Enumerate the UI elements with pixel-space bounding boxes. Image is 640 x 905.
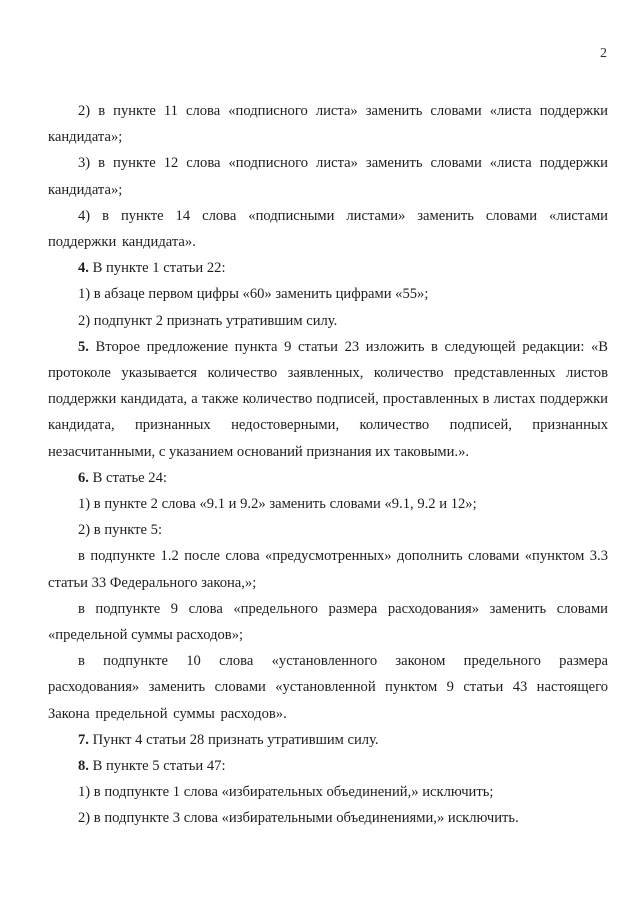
paragraph: 1) в абзаце первом цифры «60» заменить цифрами «55»; (78, 286, 429, 303)
paragraph: в подпункте 10 слова «установленного законом предельного размера расходования» заменить словами «установленной пунктом 9 статьи 43 настоящего Закона предельной суммы расходов». (48, 653, 608, 722)
paragraph: 3) в пункте 12 слова «подписного листа» заменить словами «листа поддержки кандидата»; (48, 155, 608, 198)
item-number: 6. (78, 469, 89, 486)
paragraph: 1) в подпункте 1 слова «избирательных объединений,» исключить; (78, 784, 494, 801)
document-body (48, 98, 608, 832)
item-number: 8. (78, 758, 89, 775)
paragraph: 5. Второе предложение пункта 9 статьи 23 изложить в следующей редакции: «В протоколе указывается количество заявленных, количество представленных листов поддержки кандидата, а также количество подписей, проставленных в листах поддержки кандидата, признанных недостоверными, количество подписей, признанных незасчитанными, с указанием оснований признания их таковыми.». (48, 338, 608, 460)
paragraph: 2) в пункте 5: (78, 522, 163, 539)
item-number: 7. (78, 731, 89, 748)
item-number: 5. (78, 338, 89, 355)
paragraph: 2) в подпункте 3 слова «избирательными объединениями,» исключить. (78, 810, 519, 827)
paragraph: 4. В пункте 1 статьи 22: (78, 260, 226, 277)
paragraph: в подпункте 9 слова «предельного размера расходования» заменить словами «предельной суммы расходов»; (48, 600, 608, 644)
paragraph: 1) в пункте 2 слова «9.1 и 9.2» заменить словами «9.1, 9.2 и 12»; (78, 496, 477, 513)
paragraph: 8. В пункте 5 статьи 47: (78, 758, 226, 775)
paragraph: 2) в пункте 11 слова «подписного листа» заменить словами «листа поддержки кандидата»; (48, 103, 608, 146)
paragraph: 4) в пункте 14 слова «подписными листами» заменить словами «листами поддержки кандидата». (48, 207, 608, 251)
paragraph: в подпункте 1.2 после слова «предусмотренных» дополнить словами «пунктом 3.3 статьи 33 Федерального закона,»; (48, 548, 608, 591)
paragraph: 2) подпункт 2 признать утратившим силу. (78, 312, 338, 329)
page-number: 2 (600, 46, 607, 61)
item-number: 4. (78, 260, 89, 277)
paragraph: 6. В статье 24: (78, 469, 167, 486)
paragraph: 7. Пункт 4 статьи 28 признать утратившим силу. (78, 731, 379, 748)
